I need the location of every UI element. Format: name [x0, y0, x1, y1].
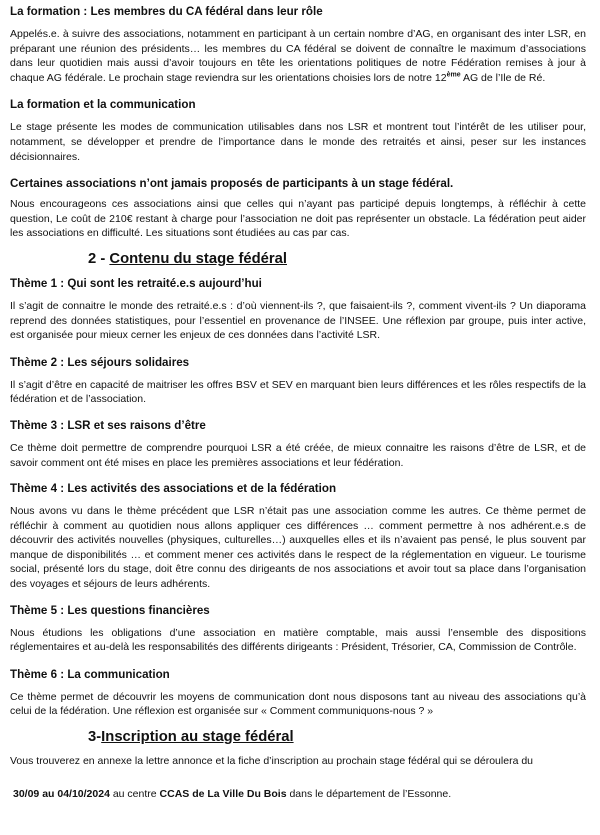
section-heading: Thème 6 : La communication [10, 667, 170, 681]
body-paragraph: Nous étudions les obligations d’une association en matière comptable, mais aussi l’ensemble des dispositions réglementaires et au-delà les responsabilités des différents dirigeants : Président, Trésorier, CA, Commission de Contrôle. [10, 626, 586, 654]
stage-department: dans le département de l’Essonne. [286, 787, 452, 800]
body-paragraph: Ce thème doit permettre de comprendre pourquoi LSR a été créée, de mieux connaitre les raisons d’être de LSR, et de savoir comment ont été mises en place les premières associations et leur fédération. [10, 441, 586, 469]
section-heading: Thème 2 : Les séjours solidaires [10, 355, 190, 369]
section-heading: Certaines associations n’ont jamais proposés de participants à un stage fédéral. [10, 177, 454, 191]
body-paragraph: Ce thème permet de découvrir les moyens de communication dont nous disposons tant au niveau des associations qu’à celui de la fédération. Une réflexion est organisée sur « Comment communiquons-nous ? » [10, 690, 586, 718]
body-paragraph: Nous avons vu dans le thème précédent que LSR n’était pas une association comme les autres. Ce thème permet de réfléchir à comment au quotidien nous allons appliquer ces différences … comment permettre à nos adhérent.e.s de découvrir des activités nouvelles (physiques, culturelles…) auxquelles elles et ils n’avaient pas pensé, le plus souvent par manque de disponibilités … et comment mener ces activités dans le respect de la réglementation en vigueur. Le tourisme social, présenté lors du stage, doit être connu des dirigeants de nos associations et avoir tout sa place dans l’organisation des voyages et séjours de leurs adhérents. [10, 505, 586, 591]
stage-dates: 30/09 au 04/10/2024 [13, 787, 110, 800]
body-paragraph: Il s’agit de connaitre le monde des retraité.e.s : d’où viennent-ils ?, que faisaient-ils ?, comment vivent-ils ? Un diaporama reprend des données statistiques, pour l’essentiel en provenance de l’INSEE. Une réflexion par groupe, puis inter active, est organisée pour mieux cerner les enjeux de ces données dans l’activité LSR. [10, 299, 586, 342]
section-heading: La formation et la communication [10, 98, 196, 112]
chapter-title-text: Inscription au stage fédéral [101, 729, 294, 746]
section-heading: Thème 4 : Les activités des associations et de la fédération [10, 482, 337, 496]
body-paragraph: Le stage présente les modes de communication utilisables dans nos LSR et montrent tout l’intérêt de les utiliser pour, notamment, se développer et prendre de l’importance dans le monde des retraités et ainsi, peser sur les instances décisionnaires. [10, 121, 586, 163]
paragraph-text-end: AG de l’Ile de Ré. [460, 71, 546, 84]
body-paragraph: Il s’agit d’être en capacité de maitriser les offres BSV et SEV en marquant bien leurs différences et les rôles respectifs de la fédération et de l’association. [10, 378, 586, 406]
stage-dates-connector: au centre [109, 787, 160, 800]
chapter-title [10, 250, 586, 268]
document-body [10, 4, 586, 769]
ordinal-superscript: ème [446, 71, 461, 79]
stage-dates-line [10, 787, 586, 802]
section-heading: Thème 1 : Qui sont les retraité.e.s aujourd’hui [10, 276, 262, 290]
stage-place: CCAS de La Ville Du Bois [159, 787, 287, 800]
chapter-title-text: Contenu du stage fédéral [109, 250, 287, 267]
document-page [10, 4, 586, 801]
paragraph-text: Appelés.e. à suivre des associations, notamment en participant à un certain nombre d’AG, en organisant des inter LSR, en préparant une réunion des présidents… les membres du CA fédéral se doivent de connaître le maximum d’associations dans leur quotidien mais aussi d’avoir toujours en tête les orientations politiques de notre Fédération remises à jour à chaque AG fédérale. Le prochain stage reviendra sur les orientations choisies lors de notre 12 [10, 28, 586, 84]
chapter-number: 2 - [88, 250, 110, 267]
chapter-title [10, 728, 586, 746]
chapter-number: 3- [88, 729, 102, 746]
section-heading: La formation : Les membres du CA fédéral dans leur rôle [10, 5, 323, 18]
body-paragraph [10, 27, 586, 85]
body-paragraph: Vous trouverez en annexe la lettre annonce et la fiche d’inscription au prochain stage fédéral qui se déroulera du [10, 755, 534, 768]
section-heading: Thème 5 : Les questions financières [10, 603, 210, 617]
body-paragraph: Nous encourageons ces associations ainsi que celles qui n’ayant pas participé depuis longtemps, à réfléchir à cette question, Le coût de 210€ restant à charge pour l’association ne doit pas représenter un obstacle. La fédération peut aider les associations en difficulté. Les situations sont étudiées au cas par cas. [10, 198, 586, 240]
section-heading: Thème 3 : LSR et ses raisons d’être [10, 418, 206, 432]
